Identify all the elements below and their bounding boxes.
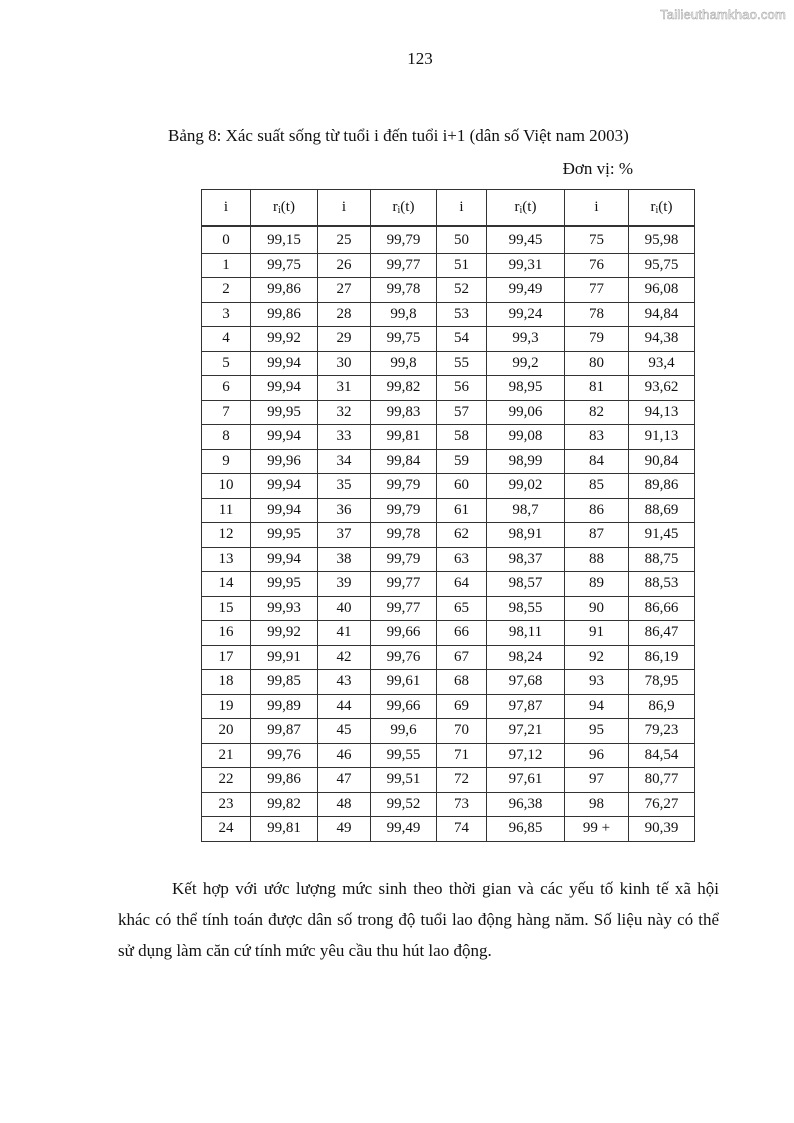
probability-cell: 98,91	[487, 523, 565, 548]
age-cell: 80	[565, 351, 629, 376]
table-header-row	[202, 190, 695, 227]
age-cell: 36	[318, 498, 371, 523]
header-probability: $r_i(t)$	[251, 190, 318, 227]
header-age: i	[437, 190, 487, 227]
age-cell: 55	[437, 351, 487, 376]
probability-cell: 99,8	[371, 351, 437, 376]
age-cell: 23	[202, 792, 251, 817]
probability-cell: 99,89	[251, 694, 318, 719]
probability-cell: 99,95	[251, 523, 318, 548]
age-cell: 48	[318, 792, 371, 817]
age-cell: 69	[437, 694, 487, 719]
probability-cell: 96,38	[487, 792, 565, 817]
probability-cell: 97,12	[487, 743, 565, 768]
probability-cell: 99,82	[371, 376, 437, 401]
table-row	[202, 670, 695, 695]
probability-cell: 86,66	[629, 596, 695, 621]
probability-cell: 94,13	[629, 400, 695, 425]
probability-cell: 99,86	[251, 302, 318, 327]
table-row	[202, 327, 695, 352]
table-row	[202, 743, 695, 768]
probability-cell: 99,81	[251, 817, 318, 842]
probability-cell: 86,47	[629, 621, 695, 646]
probability-cell: 99,79	[371, 474, 437, 499]
probability-cell: 99,49	[487, 278, 565, 303]
table-row	[202, 351, 695, 376]
age-cell: 88	[565, 547, 629, 572]
age-cell: 22	[202, 768, 251, 793]
probability-cell: 88,75	[629, 547, 695, 572]
probability-cell: 88,69	[629, 498, 695, 523]
age-cell: 10	[202, 474, 251, 499]
age-cell: 71	[437, 743, 487, 768]
age-cell: 67	[437, 645, 487, 670]
age-cell: 34	[318, 449, 371, 474]
probability-cell: 90,84	[629, 449, 695, 474]
probability-cell: 99,85	[251, 670, 318, 695]
age-cell: 72	[437, 768, 487, 793]
table-row	[202, 278, 695, 303]
age-cell: 32	[318, 400, 371, 425]
probability-cell: 99,78	[371, 278, 437, 303]
probability-cell: 91,13	[629, 425, 695, 450]
probability-cell: 99,95	[251, 572, 318, 597]
age-cell: 28	[318, 302, 371, 327]
probability-cell: 99,93	[251, 596, 318, 621]
probability-cell: 91,45	[629, 523, 695, 548]
age-cell: 24	[202, 817, 251, 842]
probability-cell: 99,94	[251, 474, 318, 499]
probability-cell: 98,24	[487, 645, 565, 670]
probability-cell: 99,31	[487, 253, 565, 278]
age-cell: 35	[318, 474, 371, 499]
table-row	[202, 498, 695, 523]
probability-cell: 88,53	[629, 572, 695, 597]
age-cell: 37	[318, 523, 371, 548]
age-cell: 68	[437, 670, 487, 695]
age-cell: 16	[202, 621, 251, 646]
age-cell: 75	[565, 226, 629, 253]
probability-cell: 78,95	[629, 670, 695, 695]
age-cell: 51	[437, 253, 487, 278]
probability-cell: 99,61	[371, 670, 437, 695]
age-cell: 60	[437, 474, 487, 499]
age-cell: 92	[565, 645, 629, 670]
table-caption: Bảng 8: Xác suất sống từ tuổi i đến tuổi i+1 (dân số Việt nam 2003)	[168, 126, 629, 145]
header-probability: $r_i(t)$	[487, 190, 565, 227]
age-cell: 73	[437, 792, 487, 817]
probability-cell: 99,02	[487, 474, 565, 499]
probability-cell: 98,99	[487, 449, 565, 474]
table-row	[202, 449, 695, 474]
probability-cell: 99,86	[251, 768, 318, 793]
age-cell: 31	[318, 376, 371, 401]
age-cell: 82	[565, 400, 629, 425]
age-cell: 17	[202, 645, 251, 670]
age-cell: 4	[202, 327, 251, 352]
page-number: 123	[407, 49, 433, 68]
age-cell: 91	[565, 621, 629, 646]
probability-cell: 99,8	[371, 302, 437, 327]
probability-cell: 96,08	[629, 278, 695, 303]
table-row	[202, 474, 695, 499]
probability-cell: 99,51	[371, 768, 437, 793]
probability-cell: 99,77	[371, 253, 437, 278]
table-row	[202, 621, 695, 646]
probability-cell: 97,61	[487, 768, 565, 793]
probability-cell: 97,87	[487, 694, 565, 719]
probability-cell: 99,75	[251, 253, 318, 278]
age-cell: 46	[318, 743, 371, 768]
probability-cell: 99,45	[487, 226, 565, 253]
age-cell: 39	[318, 572, 371, 597]
age-cell: 3	[202, 302, 251, 327]
watermark-text: Tailieuthamkhao.com	[660, 7, 786, 22]
probability-cell: 93,62	[629, 376, 695, 401]
age-cell: 45	[318, 719, 371, 744]
age-cell: 66	[437, 621, 487, 646]
table-row	[202, 817, 695, 842]
age-cell: 99 +	[565, 817, 629, 842]
header-age: i	[202, 190, 251, 227]
age-cell: 42	[318, 645, 371, 670]
age-cell: 26	[318, 253, 371, 278]
table-row	[202, 645, 695, 670]
probability-cell: 99,94	[251, 351, 318, 376]
age-cell: 87	[565, 523, 629, 548]
probability-cell: 97,21	[487, 719, 565, 744]
age-cell: 1	[202, 253, 251, 278]
probability-cell: 99,2	[487, 351, 565, 376]
age-cell: 84	[565, 449, 629, 474]
age-cell: 11	[202, 498, 251, 523]
header-probability: $r_i(t)$	[629, 190, 695, 227]
table-row	[202, 547, 695, 572]
probability-cell: 99,92	[251, 327, 318, 352]
probability-cell: 99,86	[251, 278, 318, 303]
age-cell: 38	[318, 547, 371, 572]
unit-label: Đơn vị: %	[562, 159, 633, 178]
probability-cell: 99,95	[251, 400, 318, 425]
table-row	[202, 302, 695, 327]
age-cell: 8	[202, 425, 251, 450]
age-cell: 9	[202, 449, 251, 474]
age-cell: 18	[202, 670, 251, 695]
age-cell: 95	[565, 719, 629, 744]
age-cell: 94	[565, 694, 629, 719]
age-cell: 15	[202, 596, 251, 621]
age-cell: 61	[437, 498, 487, 523]
probability-cell: 80,77	[629, 768, 695, 793]
probability-cell: 99,79	[371, 498, 437, 523]
age-cell: 83	[565, 425, 629, 450]
probability-cell: 99,06	[487, 400, 565, 425]
probability-cell: 90,39	[629, 817, 695, 842]
age-cell: 62	[437, 523, 487, 548]
age-cell: 43	[318, 670, 371, 695]
probability-cell: 84,54	[629, 743, 695, 768]
survival-probability-table	[201, 189, 695, 842]
probability-cell: 99,94	[251, 547, 318, 572]
age-cell: 96	[565, 743, 629, 768]
age-cell: 47	[318, 768, 371, 793]
table-row	[202, 768, 695, 793]
age-cell: 59	[437, 449, 487, 474]
probability-cell: 99,83	[371, 400, 437, 425]
probability-cell: 86,19	[629, 645, 695, 670]
probability-cell: 79,23	[629, 719, 695, 744]
probability-cell: 99,77	[371, 572, 437, 597]
age-cell: 54	[437, 327, 487, 352]
probability-cell: 99,91	[251, 645, 318, 670]
age-cell: 27	[318, 278, 371, 303]
probability-cell: 86,9	[629, 694, 695, 719]
age-cell: 79	[565, 327, 629, 352]
probability-cell: 99,84	[371, 449, 437, 474]
probability-cell: 98,11	[487, 621, 565, 646]
age-cell: 56	[437, 376, 487, 401]
age-cell: 50	[437, 226, 487, 253]
age-cell: 44	[318, 694, 371, 719]
probability-cell: 94,38	[629, 327, 695, 352]
header-probability: $r_i(t)$	[371, 190, 437, 227]
probability-cell: 99,55	[371, 743, 437, 768]
age-cell: 25	[318, 226, 371, 253]
age-cell: 90	[565, 596, 629, 621]
probability-cell: 99,78	[371, 523, 437, 548]
age-cell: 63	[437, 547, 487, 572]
probability-cell: 97,68	[487, 670, 565, 695]
age-cell: 97	[565, 768, 629, 793]
table-row	[202, 425, 695, 450]
probability-cell: 99,87	[251, 719, 318, 744]
age-cell: 14	[202, 572, 251, 597]
probability-cell: 99,66	[371, 694, 437, 719]
age-cell: 7	[202, 400, 251, 425]
age-cell: 85	[565, 474, 629, 499]
body-paragraph: Kết hợp với ước lượng mức sinh theo thời gian và các yếu tố kinh tế xã hội khác có thể tính toán được dân số trong độ tuổi lao động hàng năm. Số liệu này có thể sử dụng làm căn cứ tính mức yêu cầu thu hút lao động.	[118, 879, 719, 960]
table-row	[202, 253, 695, 278]
table-row	[202, 596, 695, 621]
probability-cell: 99,77	[371, 596, 437, 621]
age-cell: 13	[202, 547, 251, 572]
probability-cell: 99,94	[251, 376, 318, 401]
age-cell: 21	[202, 743, 251, 768]
table-row	[202, 523, 695, 548]
probability-cell: 89,86	[629, 474, 695, 499]
probability-cell: 98,95	[487, 376, 565, 401]
table-row	[202, 719, 695, 744]
probability-cell: 76,27	[629, 792, 695, 817]
age-cell: 74	[437, 817, 487, 842]
probability-cell: 99,76	[371, 645, 437, 670]
age-cell: 53	[437, 302, 487, 327]
probability-cell: 99,82	[251, 792, 318, 817]
probability-cell: 98,55	[487, 596, 565, 621]
table-row	[202, 400, 695, 425]
age-cell: 2	[202, 278, 251, 303]
age-cell: 29	[318, 327, 371, 352]
age-cell: 12	[202, 523, 251, 548]
age-cell: 65	[437, 596, 487, 621]
header-age: i	[318, 190, 371, 227]
age-cell: 98	[565, 792, 629, 817]
table-body	[202, 226, 695, 841]
probability-cell: 99,94	[251, 498, 318, 523]
age-cell: 58	[437, 425, 487, 450]
probability-cell: 99,66	[371, 621, 437, 646]
age-cell: 49	[318, 817, 371, 842]
probability-cell: 99,75	[371, 327, 437, 352]
age-cell: 40	[318, 596, 371, 621]
age-cell: 33	[318, 425, 371, 450]
probability-cell: 96,85	[487, 817, 565, 842]
age-cell: 19	[202, 694, 251, 719]
probability-cell: 98,37	[487, 547, 565, 572]
probability-cell: 99,76	[251, 743, 318, 768]
probability-cell: 99,15	[251, 226, 318, 253]
age-cell: 30	[318, 351, 371, 376]
age-cell: 5	[202, 351, 251, 376]
probability-cell: 99,52	[371, 792, 437, 817]
age-cell: 89	[565, 572, 629, 597]
probability-cell: 99,92	[251, 621, 318, 646]
age-cell: 76	[565, 253, 629, 278]
probability-cell: 94,84	[629, 302, 695, 327]
probability-cell: 95,98	[629, 226, 695, 253]
age-cell: 41	[318, 621, 371, 646]
probability-cell: 99,49	[371, 817, 437, 842]
age-cell: 64	[437, 572, 487, 597]
probability-cell: 99,81	[371, 425, 437, 450]
probability-cell: 99,24	[487, 302, 565, 327]
table-row	[202, 572, 695, 597]
probability-cell: 99,3	[487, 327, 565, 352]
probability-cell: 95,75	[629, 253, 695, 278]
table-row	[202, 226, 695, 253]
probability-cell: 98,57	[487, 572, 565, 597]
age-cell: 86	[565, 498, 629, 523]
age-cell: 93	[565, 670, 629, 695]
table-row	[202, 694, 695, 719]
age-cell: 78	[565, 302, 629, 327]
probability-cell: 99,08	[487, 425, 565, 450]
probability-cell: 98,7	[487, 498, 565, 523]
age-cell: 20	[202, 719, 251, 744]
age-cell: 70	[437, 719, 487, 744]
age-cell: 57	[437, 400, 487, 425]
table-row	[202, 376, 695, 401]
probability-cell: 99,94	[251, 425, 318, 450]
probability-cell: 93,4	[629, 351, 695, 376]
age-cell: 0	[202, 226, 251, 253]
header-age: i	[565, 190, 629, 227]
table-row	[202, 792, 695, 817]
probability-cell: 99,6	[371, 719, 437, 744]
age-cell: 77	[565, 278, 629, 303]
age-cell: 52	[437, 278, 487, 303]
probability-cell: 99,79	[371, 547, 437, 572]
age-cell: 6	[202, 376, 251, 401]
probability-cell: 99,96	[251, 449, 318, 474]
probability-cell: 99,79	[371, 226, 437, 253]
age-cell: 81	[565, 376, 629, 401]
